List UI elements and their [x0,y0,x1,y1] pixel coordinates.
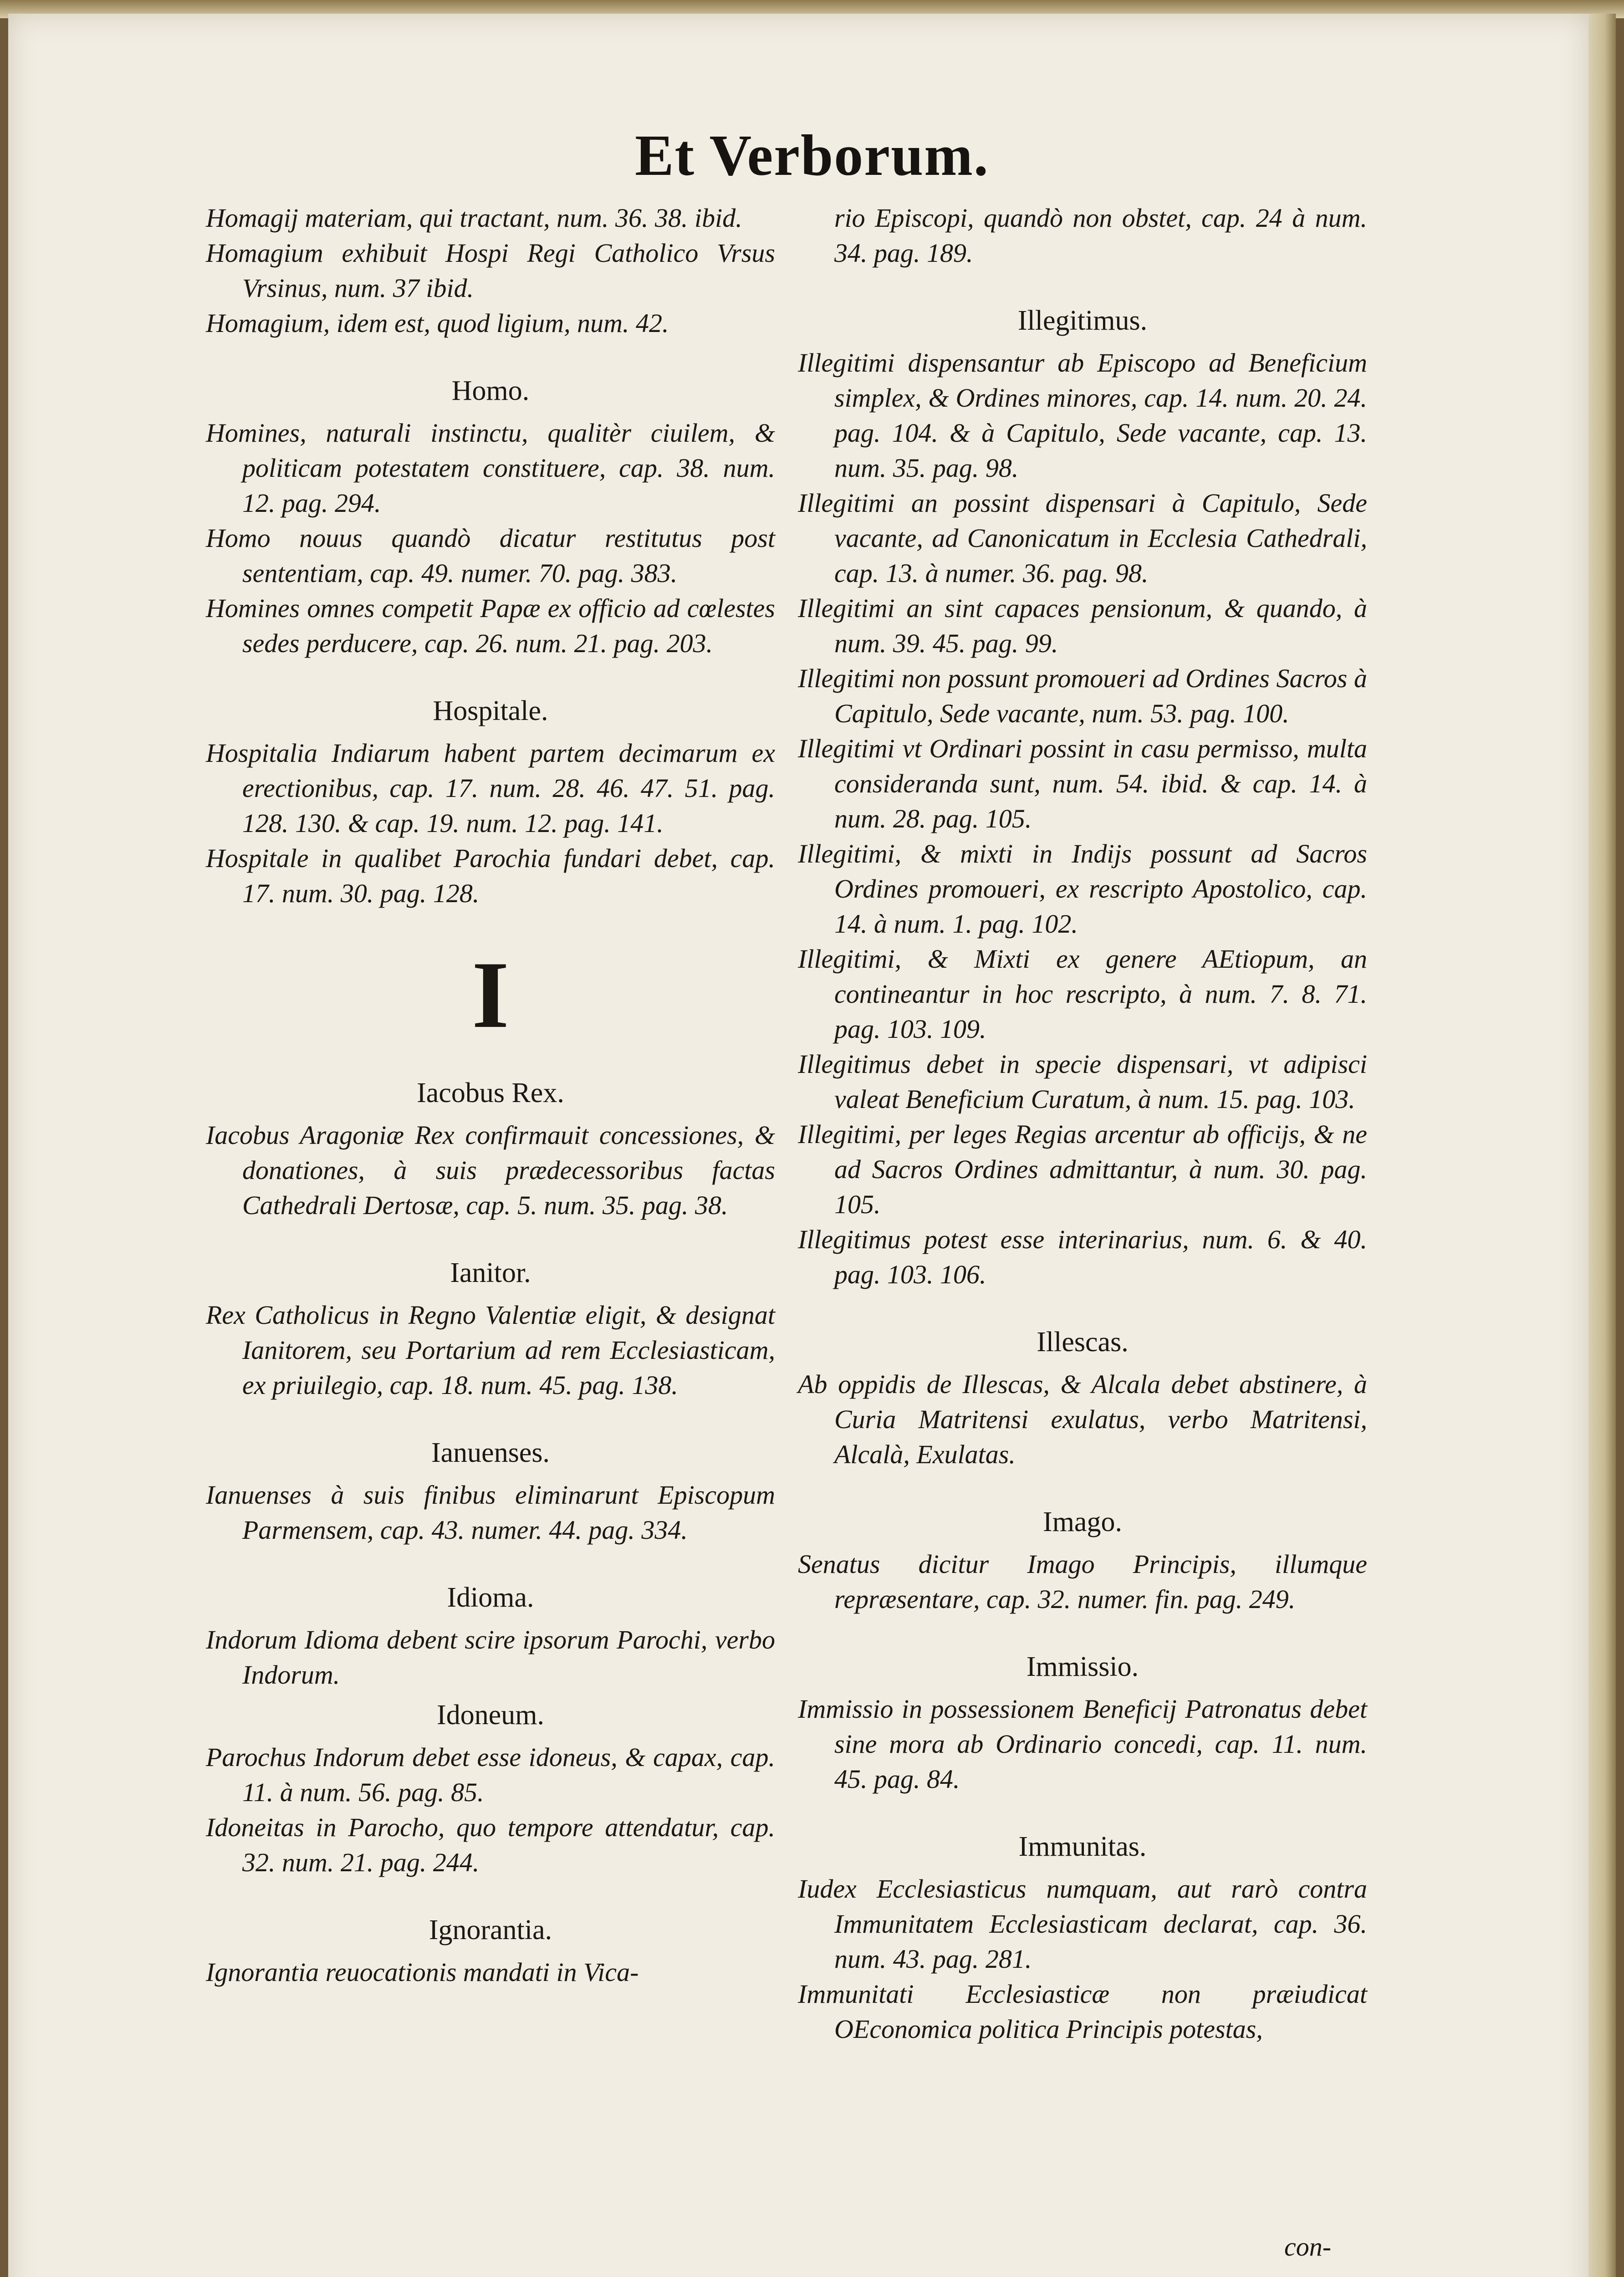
index-entry: Homagium exhibuit Hospi Regi Catholico Vrsus Vrsinus, num. 37 ibid. [206,238,775,303]
section-heading: Immunitas. [1018,1831,1147,1862]
section-imago [798,1504,1367,1617]
section-hospitale [206,693,775,911]
index-entry: Hospitalia Indiarum habent partem decimarum ex erectionibus, cap. 17. num. 28. 46. 47. 51. pag. 128. 130. & cap. 19. num. 12. pag. 141. [206,738,775,838]
index-entry: Iacobus Aragoniæ Rex confirmauit concessiones, & donationes, à suis prædecessoribus factas Cathedrali Dertosæ, cap. 5. num. 35. pag. 38. [206,1120,775,1220]
section-idoneum [206,1697,775,1880]
section-iacobus-rex [206,1075,775,1223]
index-entry: Illegitimi an sint capaces pensionum, & quando, à num. 39. 45. pag. 99. [798,593,1367,658]
index-entry: Immunitati Ecclesiasticæ non præiudicat OEconomica politica Principis potestas, [798,1979,1367,2044]
index-entry: Ignorantia reuocationis mandati in Vica- [206,1957,639,1987]
catchword: con- [1284,2232,1332,2262]
index-entry: Illegitimus potest esse interinarius, num. 6. & 40. pag. 103. 106. [798,1225,1367,1289]
alphabet-letter: I [472,942,509,1048]
right-column [798,200,1367,2078]
left-column [206,200,775,2022]
section-heading: Homo. [451,375,530,406]
index-entry: Homo nouus quandò dicatur restitutus post sententiam, cap. 49. numer. 70. pag. 383. [206,523,775,588]
index-entry: Homagij materiam, qui tractant, num. 36. 38. ibid. [206,203,742,233]
index-entry: Illegitimi non possunt promoueri ad Ordines Sacros à Capitulo, Sede vacante, num. 53. pag. 100. [798,664,1367,728]
section-heading: Illescas. [1037,1327,1129,1358]
right-intro [798,200,1367,271]
section-heading: Ianitor. [450,1257,531,1288]
section-heading: Idioma. [447,1582,534,1613]
index-entry: Rex Catholicus in Regno Valentiæ eligit, & designat Ianitorem, seu Portarium ad rem Ecclesiasticam, ex priuilegio, cap. 18. num. 45. pag. 138. [206,1300,775,1400]
index-entry: Senatus dicitur Imago Principis, illumque repræsentare, cap. 32. numer. fin. pag. 249. [798,1549,1367,1614]
index-entry: Homagium, idem est, quod ligium, num. 42. [206,308,669,338]
index-entry: Homines, naturali instinctu, qualitèr ciuilem, & politicam potestatem constituere, cap. 38. num. 12. pag. 294. [206,418,775,518]
index-entry: Illegitimi, & mixti in Indijs possunt ad Sacros Ordines promoueri, ex rescripto Apostolico, cap. 14. à num. 1. pag. 102. [798,839,1367,939]
section-ianitor [206,1255,775,1403]
section-heading: Illegitimus. [1017,305,1148,336]
index-entry: Illegitimi vt Ordinari possint in casu permisso, multa consideranda sunt, num. 54. ibid. & cap. 14. à num. 28. pag. 105. [798,734,1367,833]
section-immunitas [798,1828,1367,2047]
index-entry: Illegitimi, & Mixti ex genere AEtiopum, an contineantur in hoc rescripto, à num. 7. 8. 71. pag. 103. 109. [798,944,1367,1044]
section-heading: Iacobus Rex. [417,1077,564,1108]
index-entry: Illegitimi an possint dispensari à Capitulo, Sede vacante, ad Canonicatum in Ecclesia Cathedrali, cap. 13. à numer. 36. pag. 98. [798,488,1367,588]
index-entry: Illegitimi dispensantur ab Episcopo ad Beneficium simplex, & Ordines minores, cap. 14. num. 20. 24. pag. 104. & à Capitulo, Sede vacante, cap. 13. num. 35. pag. 98. [798,348,1367,483]
section-homo [206,373,775,661]
page-fore-edge [1588,14,1616,2277]
section-heading: Ianuenses. [431,1437,550,1468]
index-entry: Idoneitas in Parocho, quo tempore attendatur, cap. 32. num. 21. pag. 244. [206,1812,775,1877]
index-entry: Iudex Ecclesiasticus numquam, aut rarò contra Immunitatem Ecclesiasticam declarat, cap. 36. num. 43. pag. 281. [798,1874,1367,1974]
section-illegitimus [798,302,1367,1292]
section-heading: Immissio. [1026,1651,1139,1682]
index-entry: Parochus Indorum debet esse idoneus, & capax, cap. 11. à num. 56. pag. 85. [206,1742,775,1807]
index-entry: Hospitale in qualibet Parochia fundari debet, cap. 17. num. 30. pag. 128. [206,843,775,908]
index-entry: Illegitimus debet in specie dispensari, vt adipisci valeat Beneficium Curatum, à num. 15. pag. 103. [798,1049,1367,1114]
section-immissio [798,1649,1367,1797]
section-illescas [798,1324,1367,1472]
left-intro [206,200,775,341]
section-idioma [206,1579,775,1692]
section-heading: Idoneum. [437,1700,544,1731]
index-entry: Indorum Idioma debent scire ipsorum Parochi, verbo Indorum. [206,1625,775,1690]
index-entry: Illegitimi, per leges Regias arcentur ab officijs, & ne ad Sacros Ordines admittantur, à num. 30. pag. 105. [798,1119,1367,1219]
section-heading: Hospitale. [433,695,548,726]
index-entry: Ab oppidis de Illescas, & Alcala debet abstinere, à Curia Matritensi exulatus, verbo Matritensi, Alcalà, Exulatas. [798,1369,1367,1469]
index-entry: Ianuenses à suis finibus eliminarunt Episcopum Parmensem, cap. 43. numer. 44. pag. 334. [206,1480,775,1545]
section-heading: Imago. [1043,1506,1122,1537]
section-ignorantia [206,1912,775,1990]
running-head: Et Verborum. [635,123,989,188]
index-entry: Immissio in possessionem Beneficij Patronatus debet sine mora ab Ordinario concedi, cap. 11. num. 45. pag. 84. [798,1694,1367,1794]
index-entry-continued: rio Episcopi, quandò non obstet, cap. 24 à num. 34. pag. 189. [834,203,1367,268]
index-entry: Homines omnes competit Papæ ex officio ad cœlestes sedes perducere, cap. 26. num. 21. pag. 203. [206,593,775,658]
section-heading: Ignorantia. [429,1915,552,1945]
section-ianuenses [206,1435,775,1547]
